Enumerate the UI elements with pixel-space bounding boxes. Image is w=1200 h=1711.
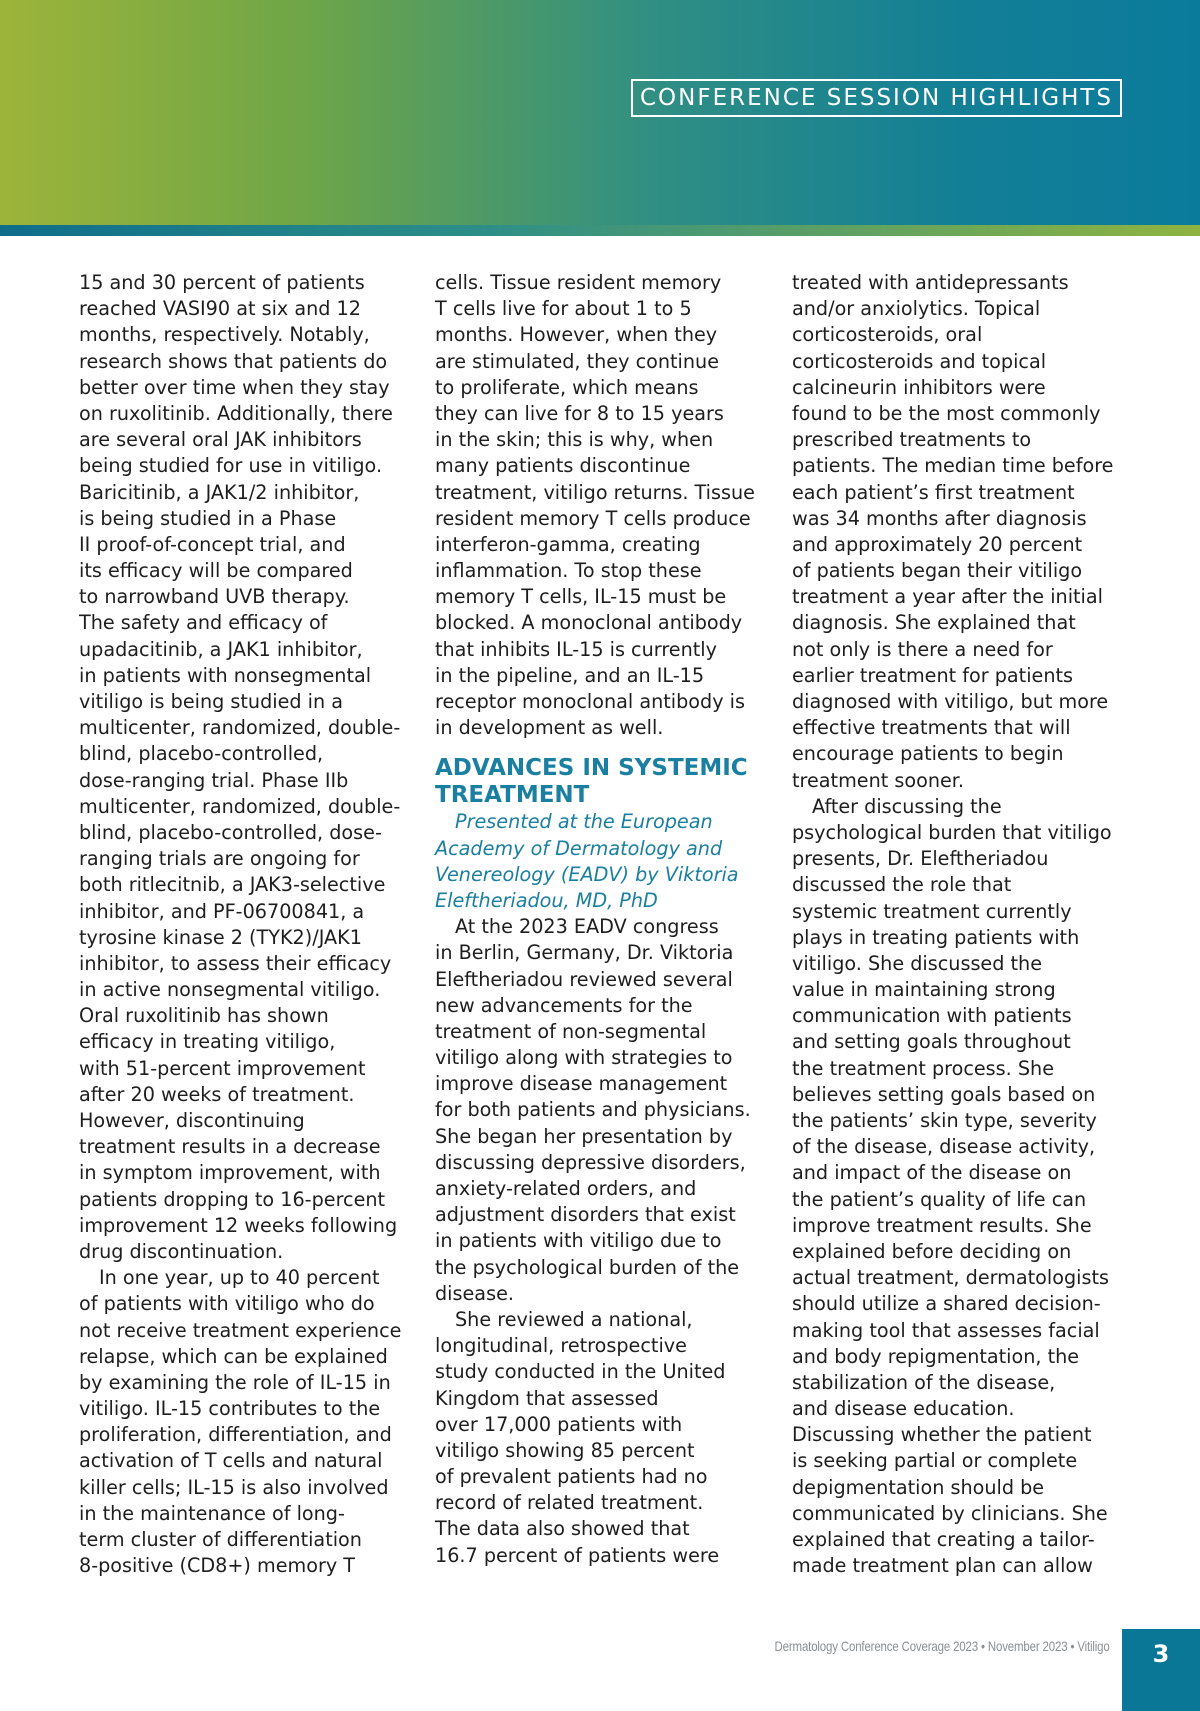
text-line: Discussing whether the patient (792, 1423, 1092, 1447)
text-line: to narrowband UVB therapy. (79, 585, 350, 609)
text-line: believes setting goals based on (792, 1082, 1096, 1106)
text-line: corticosteroids and topical (792, 349, 1047, 373)
text-line: better over time when they stay (79, 375, 390, 399)
text-line: interferon-gamma, creating (435, 532, 701, 556)
text-line: in patients with vitiligo due to (435, 1229, 722, 1253)
text-line: the patient’s quality of life can (792, 1187, 1087, 1211)
text-line: in the skin; this is why, when (435, 428, 714, 452)
text-line: At the 2023 EADV congress (455, 915, 719, 939)
text-line: treatment results in a decrease (79, 1135, 381, 1159)
text-line: blind, placebo-controlled, dose- (79, 820, 382, 844)
text-line: vitiligo is being studied in a (79, 690, 344, 713)
text-line: with 51-percent improvement (79, 1056, 366, 1080)
text-line: and approximately 20 percent (792, 532, 1083, 556)
text-line: resident memory T cells produce (435, 506, 751, 530)
text-line: prescribed treatments to (792, 428, 1032, 452)
text-line: and disease education. (792, 1397, 1015, 1421)
text-line: efficacy in treating vitiligo, (79, 1030, 336, 1054)
text-line: corticosteroids, oral (792, 323, 983, 347)
text-line: they can live for 8 to 15 years (435, 401, 724, 425)
text-line: memory T cells, IL-15 must be (435, 585, 727, 609)
text-line: after 20 weeks of treatment. (79, 1082, 355, 1106)
text-line: blocked. A monoclonal antibody (435, 611, 743, 635)
text-line: the treatment process. She (792, 1056, 1055, 1080)
text-line: Oral ruxolitinib has shown (79, 1004, 329, 1028)
text-line: treatment of non-segmental (435, 1019, 707, 1043)
text-line: the patients’ skin type, severity (792, 1109, 1097, 1132)
page-number-box (1122, 1629, 1200, 1711)
text-line: treatment a year after the initial (792, 585, 1103, 609)
column-1 (79, 270, 417, 1579)
text-line: The data also showed that (435, 1517, 690, 1541)
text-line: adjustment disorders that exist (435, 1203, 736, 1227)
text-line: in development as well. (435, 716, 664, 740)
header-divider (0, 225, 1200, 236)
text-line: improve disease management (435, 1072, 728, 1096)
text-line: Baricitinib, a JAK1/2 inhibitor, (79, 480, 360, 504)
text-line: in the pipeline, and an IL-15 (435, 663, 705, 687)
text-line: stabilization of the disease, (792, 1370, 1056, 1394)
text-line: treated with antidepressants (792, 271, 1069, 294)
text-line: She began her presentation by (435, 1124, 733, 1148)
text-line: and body repigmentation, the (792, 1344, 1080, 1368)
text-line: its efficacy will be compared (79, 559, 353, 583)
text-line: communicated by clinicians. She (792, 1501, 1108, 1525)
text-line: discussing depressive disorders, (435, 1150, 746, 1174)
text-line: vitiligo. She discussed the (792, 951, 1043, 975)
byline-line: Venereology (EADV) by Viktoria (435, 862, 739, 886)
text-line: reached VASI90 at six and 12 (79, 297, 361, 321)
text-line: inhibitor, to assess their efficacy (79, 951, 392, 975)
text-line: The safety and efficacy of (79, 611, 328, 635)
text-line: effective treatments that will (792, 716, 1071, 740)
section-heading-line: TREATMENT (435, 782, 590, 809)
text-line: actual treatment, dermatologists (792, 1266, 1109, 1290)
text-line: found to be the most commonly (792, 401, 1101, 425)
text-line: longitudinal, retrospective (435, 1334, 687, 1358)
text-line: making tool that assesses facial (792, 1318, 1100, 1342)
text-line: discussed the role that (792, 873, 1012, 897)
text-line: psychological burden that vitiligo (792, 820, 1112, 844)
text-line: II proof-of-concept trial, and (79, 532, 346, 556)
text-line: in active nonsegmental vitiligo. (79, 978, 381, 1002)
text-line: Kingdom that assessed (435, 1386, 659, 1410)
text-line: T cells live for about 1 to 5 (435, 297, 692, 321)
byline-line: Presented at the European (455, 810, 713, 834)
text-line: in Berlin, Germany, Dr. Viktoria (435, 941, 734, 965)
text-line: 15 and 30 percent of patients (79, 271, 365, 294)
text-line: relapse, which can be explained (79, 1344, 388, 1368)
text-line: patients dropping to 16-percent (79, 1187, 386, 1211)
text-line: made treatment plan can allow (792, 1554, 1093, 1578)
text-line: diagnosed with vitiligo, but more (792, 690, 1109, 713)
text-line: patients. The median time before (792, 454, 1114, 478)
text-line: vitiligo. IL-15 contributes to the (79, 1397, 381, 1421)
text-line: value in maintaining strong (792, 978, 1056, 1002)
text-line: by examining the role of IL-15 in (79, 1370, 391, 1394)
text-line: of patients with vitiligo who do (79, 1292, 375, 1316)
column-3 (792, 270, 1130, 1579)
text-line: is being studied in a Phase (79, 506, 337, 530)
text-line: and setting goals throughout (792, 1030, 1071, 1054)
text-line: record of related treatment. (435, 1491, 704, 1515)
text-line: research shows that patients do (79, 349, 388, 373)
text-line: of the disease, disease activity, (792, 1135, 1096, 1159)
text-line: months, respectively. Notably, (79, 323, 370, 347)
byline-line: Eleftheriadou, MD, PhD (435, 888, 658, 912)
text-line: to proliferate, which means (435, 375, 699, 399)
page-number: 3 (1152, 1640, 1170, 1668)
text-line: dose-ranging trial. Phase IIb (79, 768, 349, 792)
text-line: many patients discontinue (435, 454, 691, 478)
text-line: calcineurin inhibitors were (792, 375, 1046, 399)
text-line: is seeking partial or complete (792, 1449, 1078, 1473)
text-line: inhibitor, and PF-06700841, a (79, 899, 365, 923)
text-line: inflammation. To stop these (435, 559, 702, 583)
footer-text: Dermatology Conference Coverage 2023 • November 2023 • Vitiligo (774, 1638, 1110, 1654)
text-line: However, discontinuing (79, 1109, 305, 1132)
text-line: drug discontinuation. (79, 1239, 284, 1263)
section-heading-line: ADVANCES IN SYSTEMIC (435, 755, 748, 782)
text-line: tyrosine kinase 2 (TYK2)/JAK1 (79, 925, 362, 949)
text-line: activation of T cells and natural (79, 1449, 383, 1473)
text-line: Eleftheriadou reviewed several (435, 967, 733, 991)
text-line: being studied for use in vitiligo. (79, 454, 383, 478)
text-line: upadacitinib, a JAK1 inhibitor, (79, 637, 363, 661)
text-line: killer cells; IL-15 is also involved (79, 1475, 389, 1499)
column-2 (435, 270, 773, 1569)
text-line: vitiligo along with strategies to (435, 1046, 733, 1070)
header-banner (0, 0, 1200, 225)
text-line: explained before deciding on (792, 1239, 1072, 1263)
text-line: study conducted in the United (435, 1360, 726, 1384)
text-line: multicenter, randomized, double- (79, 794, 401, 818)
text-line: After discussing the (812, 794, 1002, 818)
text-line: should utilize a shared decision- (792, 1292, 1101, 1316)
text-line: improvement 12 weeks following (79, 1213, 398, 1237)
text-line: the psychological burden of the (435, 1255, 740, 1279)
text-line: plays in treating patients with (792, 925, 1080, 949)
text-line: not only is there a need for (792, 637, 1053, 661)
section-heading-block (435, 755, 773, 809)
text-line: treatment, vitiligo returns. Tissue (435, 480, 755, 504)
text-line: ranging trials are ongoing for (79, 847, 360, 871)
text-line: 8-positive (CD8+) memory T (79, 1554, 356, 1578)
byline-line: Academy of Dermatology and (435, 836, 723, 860)
text-line: In one year, up to 40 percent (99, 1266, 380, 1290)
text-line: both ritlecitnib, a JAK3-selective (79, 873, 386, 897)
text-line: explained that creating a tailor- (792, 1528, 1095, 1551)
text-line: was 34 months after diagnosis (792, 506, 1087, 530)
text-line: each patient’s first treatment (792, 480, 1075, 504)
text-line: and impact of the disease on (792, 1161, 1072, 1185)
text-line: receptor monoclonal antibody is (435, 690, 746, 713)
text-line: of prevalent patients had no (435, 1465, 708, 1489)
text-line: are several oral JAK inhibitors (79, 428, 362, 452)
text-line: 16.7 percent of patients were (435, 1543, 720, 1567)
text-line: treatment sooner. (792, 768, 965, 792)
text-line: vitiligo showing 85 percent (435, 1438, 695, 1462)
text-line: multicenter, randomized, double- (79, 716, 401, 740)
text-line: depigmentation should be (792, 1475, 1045, 1499)
text-line: disease. (435, 1281, 514, 1305)
text-line: new advancements for the (435, 993, 693, 1017)
text-line: on ruxolitinib. Additionally, there (79, 401, 393, 425)
text-line: presents, Dr. Eleftheriadou (792, 847, 1049, 871)
text-line: in symptom improvement, with (79, 1161, 381, 1185)
text-line: months. However, when they (435, 323, 718, 347)
text-line: She reviewed a national, (455, 1307, 693, 1331)
text-line: in patients with nonsegmental (79, 663, 372, 687)
text-line: proliferation, differentiation, and (79, 1423, 392, 1447)
text-line: diagnosis. She explained that (792, 611, 1076, 635)
text-line: and/or anxiolytics. Topical (792, 297, 1041, 321)
text-line: are stimulated, they continue (435, 349, 719, 373)
text-line: earlier treatment for patients (792, 663, 1074, 687)
text-line: systemic treatment currently (792, 899, 1072, 923)
text-line: term cluster of differentiation (79, 1528, 362, 1551)
text-line: improve treatment results. She (792, 1213, 1092, 1237)
text-line: not receive treatment experience (79, 1318, 402, 1342)
text-line: cells. Tissue resident memory (435, 271, 722, 294)
section-label: CONFERENCE SESSION HIGHLIGHTS (631, 79, 1122, 117)
text-line: anxiety-related orders, and (435, 1177, 697, 1200)
text-line: over 17,000 patients with (435, 1412, 683, 1436)
text-line: communication with patients (792, 1004, 1072, 1028)
text-line: blind, placebo-controlled, (79, 742, 324, 766)
text-line: for both patients and physicians. (435, 1098, 751, 1122)
text-line: that inhibits IL-15 is currently (435, 637, 717, 661)
text-line: of patients began their vitiligo (792, 559, 1083, 583)
text-line: in the maintenance of long- (79, 1501, 345, 1525)
text-line: encourage patients to begin (792, 742, 1064, 766)
